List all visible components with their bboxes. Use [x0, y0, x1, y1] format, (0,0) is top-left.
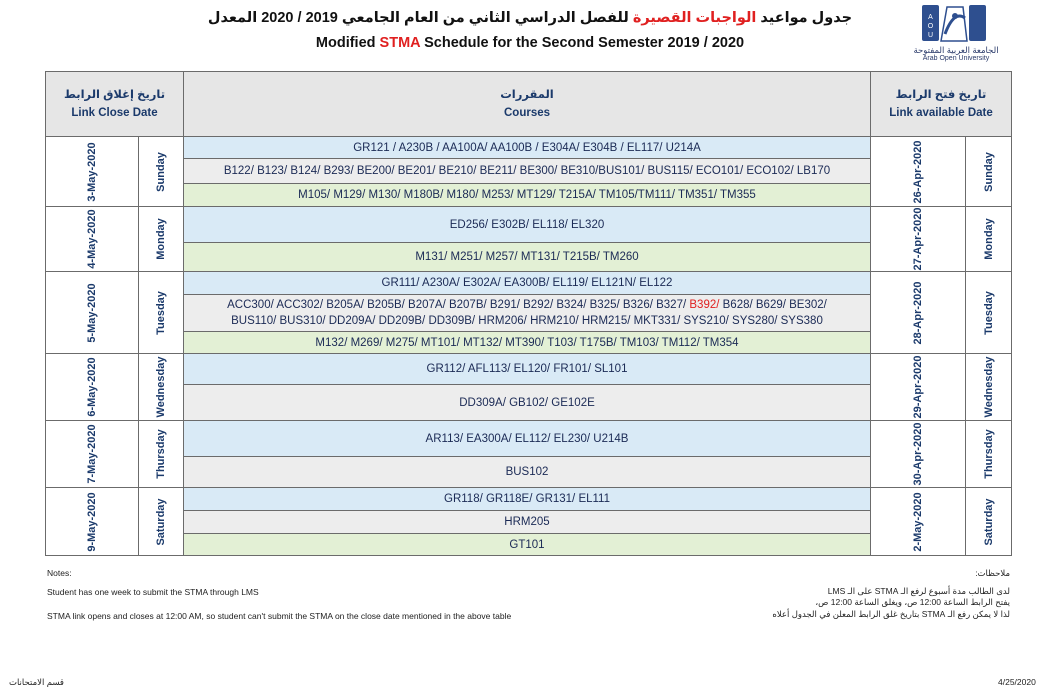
course-list: M131/ M251/ M257/ MT131/ T215B/ TM260 [184, 243, 871, 272]
svg-text:A: A [928, 14, 933, 21]
close-date-cell: 3-May-2020 [46, 137, 139, 207]
open-date-cell: 2-May-2020 [871, 488, 966, 556]
table-row [46, 272, 1012, 295]
course-list: HRM205 [184, 511, 871, 534]
course-list: GR111/ A230A/ E302A/ EA300B/ EL119/ EL121N/ EL122 [184, 272, 871, 295]
highlighted-course: B392/ [689, 299, 720, 311]
note-line-3-arabic: لذا لا يمكن رفع الـ STMA بتاريخ غلق الرابط المعلن في الجدول أعلاه [772, 609, 1010, 619]
close-date-cell: 5-May-2020 [46, 272, 139, 354]
footer-date: 4/25/2020 [998, 677, 1036, 687]
aou-logo-icon [912, 4, 1000, 46]
course-list: GR121 / A230B / AA100A/ AA100B / E304A/ E304B / EL117/ U214A [184, 137, 871, 159]
table-row [46, 207, 1012, 243]
page-title-arabic: جدول مواعيد الواجبات القصيرة للفصل الدراسي الثاني من العام الجامعي 2019 / 2020 المعدل [207, 10, 853, 26]
notes-label: Notes: [47, 568, 72, 578]
table-row [46, 534, 1012, 556]
close-day-cell: Tuesday [139, 272, 184, 354]
open-date-cell: 26-Apr-2020 [871, 137, 966, 207]
logo-name-english: Arab Open University [922, 55, 990, 62]
open-day-cell: Wednesday [966, 354, 1012, 421]
header-courses: المقررات Courses [184, 72, 871, 137]
table-row [46, 332, 1012, 354]
close-date-cell: 4-May-2020 [46, 207, 139, 272]
note-line-1: Student has one week to submit the STMA through LMS [47, 587, 259, 597]
close-date-cell: 9-May-2020 [46, 488, 139, 556]
course-list: GR112/ AFL113/ EL120/ FR101/ SL101 [184, 354, 871, 385]
header-close-date: تاريخ إغلاق الرابط Link Close Date [46, 72, 184, 137]
open-day-cell: Sunday [966, 137, 1012, 207]
stma-schedule-table [45, 71, 1012, 556]
note-line-2-arabic: يفتح الرابط الساعة 12:00 ص، ويغلق الساعة 12:00 ص، [815, 597, 1010, 607]
course-list: GR118/ GR118E/ GR131/ EL111 [184, 488, 871, 511]
open-day-cell: Thursday [966, 421, 1012, 488]
university-logo [912, 4, 1000, 62]
notes-label-arabic: ملاحظات: [975, 568, 1010, 578]
table-header-row [46, 72, 1012, 137]
course-list: GT101 [184, 534, 871, 556]
title-highlight: STMA [379, 35, 421, 51]
open-day-cell: Saturday [966, 488, 1012, 556]
course-list: B122/ B123/ B124/ B293/ BE200/ BE201/ BE210/ BE211/ BE300/ BE310/BUS101/ BUS115/ ECO101/ ECO102/ LB170 [184, 159, 871, 184]
note-line-2: STMA link opens and closes at 12:00 AM, so student can't submit the STMA on the close date mentioned in the above table [47, 611, 512, 621]
note-line-1-arabic: لدى الطالب مدة أسبوع لرفع الـ STMA على الـ LMS [827, 586, 1010, 596]
svg-text:U: U [927, 32, 934, 39]
svg-text:O: O [927, 23, 934, 30]
table-row [46, 385, 1012, 421]
table-row [46, 137, 1012, 159]
footer-department: قسم الامتحانات [8, 677, 64, 687]
table-row [46, 354, 1012, 385]
course-list: AR113/ EA300A/ EL112/ EL230/ U214B [184, 421, 871, 457]
course-list: M105/ M129/ M130/ M180B/ M180/ M253/ MT129/ T215A/ TM105/TM111/ TM351/ TM355 [184, 184, 871, 207]
close-date-cell: 7-May-2020 [46, 421, 139, 488]
open-date-cell: 30-Apr-2020 [871, 421, 966, 488]
course-list: ACC300/ ACC302/ B205A/ B205B/ B207A/ B207B/ B291/ B292/ B324/ B325/ B326/ B327/ B392/ B628/ B629/ BE302/ BUS110/ BUS310/ DD209A/ DD209B/ DD309B/ HRM206/ HRM210/ HRM215/ MKT331/ SYS210/ SYS280/ SYS380 [184, 295, 871, 332]
course-list: M132/ M269/ M275/ MT101/ MT132/ MT390/ T103/ T175B/ TM103/ TM112/ TM354 [184, 332, 871, 354]
table-row [46, 421, 1012, 457]
close-day-cell: Wednesday [139, 354, 184, 421]
header-open-date: تاريخ فتح الرابط Link available Date [871, 72, 1012, 137]
open-date-cell: 29-Apr-2020 [871, 354, 966, 421]
table-row [46, 457, 1012, 488]
course-list: DD309A/ GB102/ GE102E [184, 385, 871, 421]
close-day-cell: Sunday [139, 137, 184, 207]
table-row [46, 295, 1012, 332]
close-day-cell: Saturday [139, 488, 184, 556]
close-date-cell: 6-May-2020 [46, 354, 139, 421]
open-date-cell: 27-Apr-2020 [871, 207, 966, 272]
title-highlight: الواجبات القصيرة [632, 10, 757, 26]
course-list: BUS102 [184, 457, 871, 488]
open-day-cell: Monday [966, 207, 1012, 272]
page-title-english: Modified STMA Schedule for the Second Semester 2019 / 2020 [315, 35, 745, 51]
close-day-cell: Monday [139, 207, 184, 272]
table-row [46, 159, 1012, 184]
table-row [46, 511, 1012, 534]
table-row [46, 243, 1012, 272]
table-row [46, 184, 1012, 207]
logo-name-arabic: الجامعة العربية المفتوحة [913, 45, 999, 55]
table-row [46, 488, 1012, 511]
close-day-cell: Thursday [139, 421, 184, 488]
course-list: ED256/ E302B/ EL118/ EL320 [184, 207, 871, 243]
open-date-cell: 28-Apr-2020 [871, 272, 966, 354]
open-day-cell: Tuesday [966, 272, 1012, 354]
